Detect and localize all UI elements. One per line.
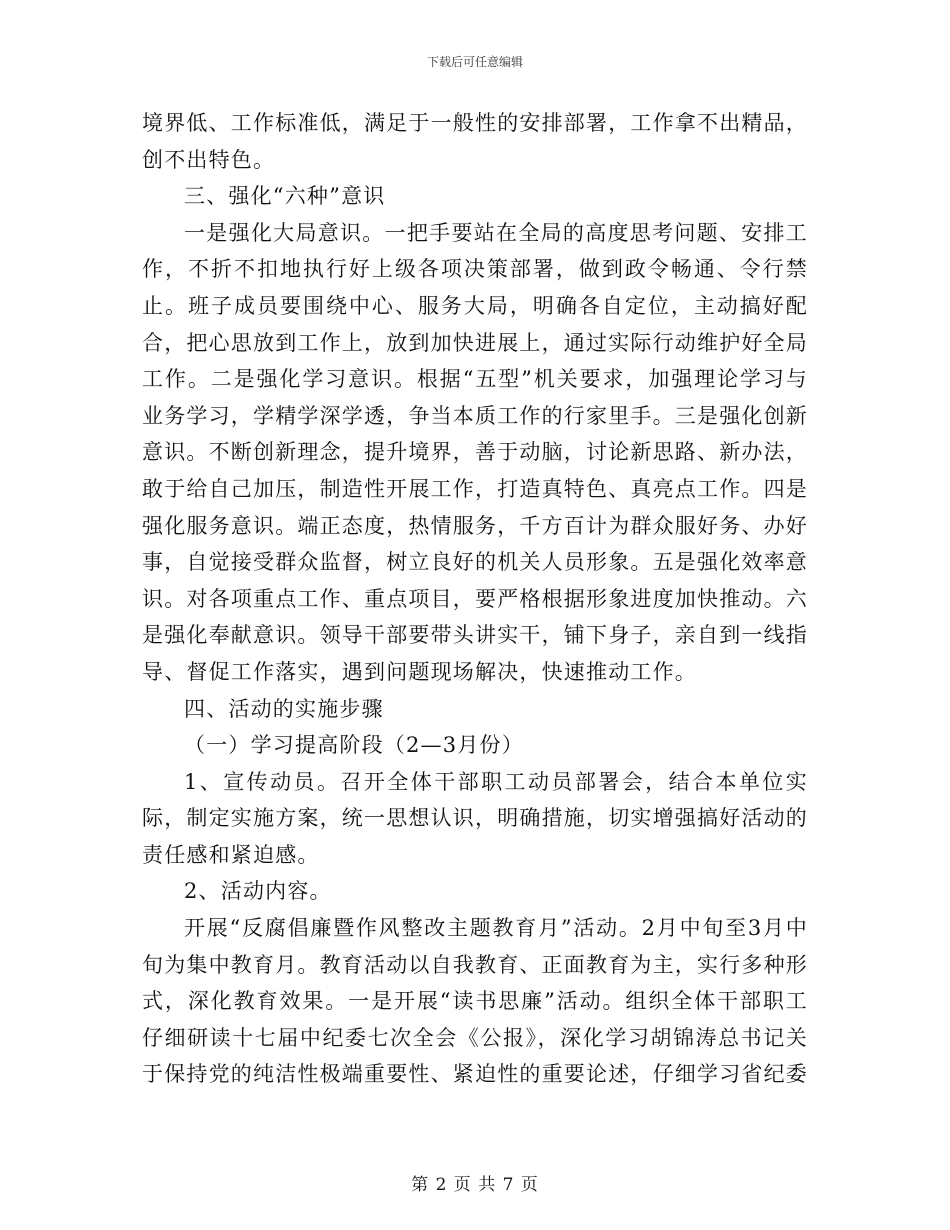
paragraph-six-awareness: 一是强化大局意识。一把手要站在全局的高度思考问题、安排工作，不折不扣地执行好上级各项决策部署，做到政令畅通、令行禁止。班子成员要围绕中心、服务大局，明确各自定位，主动搞好配合，把心思放到工作上，放到加快进展上，通过实际行动维护好全局工作。二是强化学习意识。根据“五型”机关要求，加强理论学习与业务学习，学精学深学透，争当本质工作的行家里手。三是强化创新意识。不断创新理念，提升境界，善于动脑，讨论新思路、新办法，敢于给自己加压，制造性开展工作，打造真特色、真亮点工作。四是强化服务意识。端正态度，热情服务，千方百计为群众服好务、办好事，自觉接受群众监督，树立良好的机关人员形象。五是强化效率意识。对各项重点工作、重点项目，要严格根据形象进度加快推动。六是强化奉献意识。领导干部要带头讲实干，铺下身子，亲自到一线指导、督促工作落实，遇到问题现场解决，快速推动工作。: [142, 220, 808, 684]
paragraph-1: 境界低、工作标准低，满足于一般性的安排部署，工作拿不出精品，创不出特色。: [142, 111, 808, 172]
paragraph-mobilization: 1、宣传动员。召开全体干部职工动员部署会，结合本单位实际，制定实施方案，统一思想认识，明确措施，切实增强搞好活动的责任感和紧迫感。: [142, 769, 808, 867]
paragraph-activity-content: 2、活动内容。: [184, 879, 332, 904]
document-body: [142, 105, 808, 1093]
section-heading-4: 四、活动的实施步骤: [184, 696, 384, 721]
paragraph-education-month: 开展“反腐倡廉暨作风整改主题教育月”活动。2月中旬至3月中旬为集中教育月。教育活动以自我教育、正面教育为主，实行多种形式，深化教育效果。一是开展“读书思廉”活动。组织全体干部职工仔细研读十七届中纪委七次全会《公报》，深化学习胡锦涛总书记关于保持党的纯洁性极端重要性、紧迫性的重要论述，仔细学习省纪委: [142, 916, 808, 1087]
section-heading-3: 三、强化“六种”意识: [184, 184, 386, 209]
page-header: 下载后可任意编辑: [426, 55, 523, 69]
page-footer: 第 2 页 共 7 页: [411, 1175, 539, 1195]
subsection-heading-1: （一）学习提高阶段（2—3月份）: [184, 733, 524, 758]
